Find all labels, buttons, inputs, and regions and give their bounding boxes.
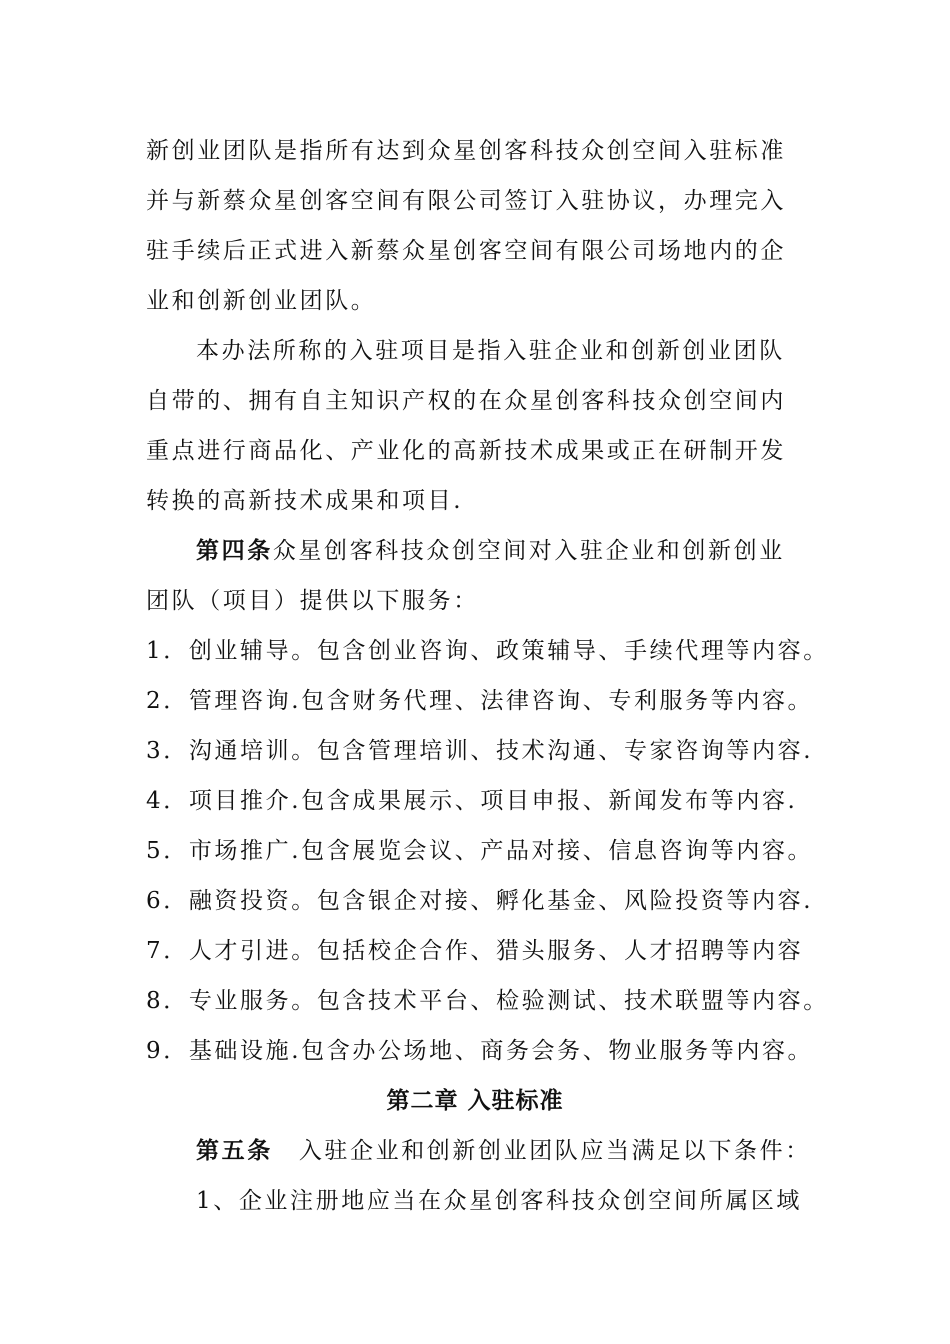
service-item: 6．融资投资。包含银企对接、孵化基金、风险投资等内容. bbox=[146, 888, 814, 914]
paragraph-line: 驻手续后正式进入新蔡众星创客空间有限公司场地内的企 bbox=[146, 238, 786, 264]
article-5-line bbox=[196, 1136, 860, 1166]
service-item: 8．专业服务。包含技术平台、检验测试、技术联盟等内容。 bbox=[146, 988, 829, 1014]
service-item: 7．人才引进。包括校企合作、猎头服务、人才招聘等内容 bbox=[146, 938, 804, 964]
article-5-text: 入驻企业和创新创业团队应当满足以下条件： bbox=[298, 1138, 811, 1164]
service-item: 4．项目推介.包含成果展示、项目申报、新闻发布等内容. bbox=[146, 788, 798, 814]
paragraph-line: 业和创新创业团队。 bbox=[146, 288, 377, 314]
article-4-line bbox=[196, 536, 860, 566]
service-item: 9．基础设施.包含办公场地、商务会务、物业服务等内容。 bbox=[146, 1038, 814, 1064]
paragraph-line: 自带的、拥有自主知识产权的在众星创客科技众创空间内 bbox=[146, 388, 786, 414]
service-item: 5．市场推广.包含展览会议、产品对接、信息咨询等内容。 bbox=[146, 838, 814, 864]
paragraph-line: 新创业团队是指所有达到众星创客科技众创空间入驻标准 bbox=[146, 138, 786, 164]
article-4-text: 众星创客科技众创空间对入驻企业和创新创业 bbox=[272, 538, 785, 564]
paragraph-line: 并与新蔡众星创客空间有限公司签订入驻协议，办理完入 bbox=[146, 188, 786, 214]
paragraph-line: 重点进行商品化、产业化的高新技术成果或正在研制开发 bbox=[146, 438, 786, 464]
service-item: 3．沟通培训。包含管理培训、技术沟通、专家咨询等内容. bbox=[146, 738, 814, 764]
service-item: 2．管理咨询.包含财务代理、法律咨询、专利服务等内容。 bbox=[146, 688, 814, 714]
article-4-line: 团队（项目）提供以下服务： bbox=[146, 588, 479, 614]
article-4-label: 第四条 bbox=[196, 537, 273, 564]
chapter-heading: 第二章 入驻标准 bbox=[386, 1087, 564, 1114]
paragraph-line: 本办法所称的入驻项目是指入驻企业和创新创业团队 bbox=[196, 338, 785, 364]
paragraph-line: 转换的高新技术成果和项目. bbox=[146, 488, 464, 514]
condition-item: 1、企业注册地应当在众星创客科技众创空间所属区域 bbox=[196, 1188, 803, 1214]
article-5-label: 第五条 bbox=[196, 1137, 273, 1164]
service-item: 1．创业辅导。包含创业咨询、政策辅导、手续代理等内容。 bbox=[146, 638, 829, 664]
